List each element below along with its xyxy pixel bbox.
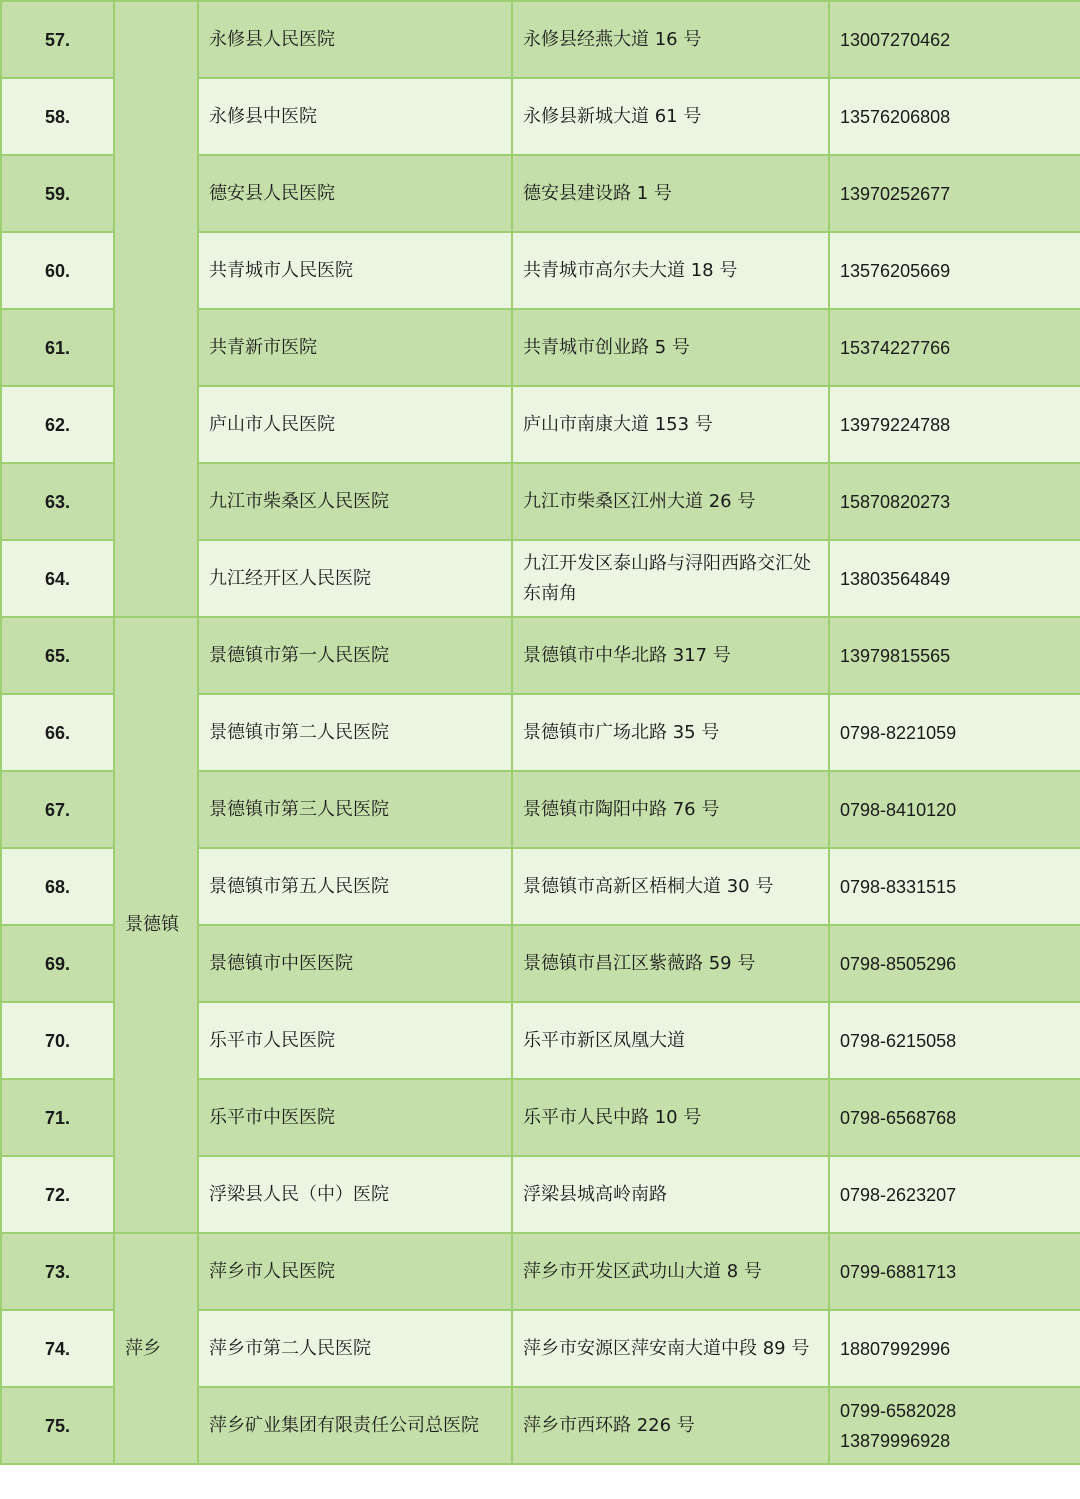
hospital-name: 庐山市人民医院 — [198, 386, 512, 463]
row-number: 60. — [1, 232, 114, 309]
hospital-name: 萍乡市人民医院 — [198, 1233, 512, 1310]
hospital-name: 共青新市医院 — [198, 309, 512, 386]
hospital-phone: 13970252677 — [829, 155, 1080, 232]
row-number: 58. — [1, 78, 114, 155]
table-row — [1, 617, 1080, 694]
row-number: 74. — [1, 1310, 114, 1387]
row-number: 61. — [1, 309, 114, 386]
row-number: 59. — [1, 155, 114, 232]
hospital-address: 浮梁县城高岭南路 — [512, 1156, 829, 1233]
hospital-phone: 0798-8221059 — [829, 694, 1080, 771]
table-row — [1, 1, 1080, 78]
hospital-address: 景德镇市陶阳中路 76 号 — [512, 771, 829, 848]
hospital-address: 萍乡市开发区武功山大道 8 号 — [512, 1233, 829, 1310]
hospital-name: 景德镇市第二人民医院 — [198, 694, 512, 771]
row-number: 69. — [1, 925, 114, 1002]
hospital-name: 乐平市中医医院 — [198, 1079, 512, 1156]
hospital-phone: 13979815565 — [829, 617, 1080, 694]
hospital-name: 萍乡矿业集团有限责任公司总医院 — [198, 1387, 512, 1464]
hospital-address: 永修县新城大道 61 号 — [512, 78, 829, 155]
hospital-phone: 15870820273 — [829, 463, 1080, 540]
row-number: 62. — [1, 386, 114, 463]
hospital-phone: 13576205669 — [829, 232, 1080, 309]
hospital-phone: 0798-8410120 — [829, 771, 1080, 848]
row-number: 65. — [1, 617, 114, 694]
hospital-phone: 0798-2623207 — [829, 1156, 1080, 1233]
hospital-name: 共青城市人民医院 — [198, 232, 512, 309]
hospital-address: 德安县建设路 1 号 — [512, 155, 829, 232]
hospital-phone: 0799-6881713 — [829, 1233, 1080, 1310]
hospital-phone: 0799-6582028 13879996928 — [829, 1387, 1080, 1464]
hospital-name: 景德镇市第五人民医院 — [198, 848, 512, 925]
hospital-address: 萍乡市西环路 226 号 — [512, 1387, 829, 1464]
hospital-name: 永修县中医院 — [198, 78, 512, 155]
hospital-name: 九江市柴桑区人民医院 — [198, 463, 512, 540]
hospital-name: 浮梁县人民（中）医院 — [198, 1156, 512, 1233]
hospital-phone: 0798-8505296 — [829, 925, 1080, 1002]
row-number: 75. — [1, 1387, 114, 1464]
row-number: 67. — [1, 771, 114, 848]
hospital-address: 共青城市创业路 5 号 — [512, 309, 829, 386]
hospital-address: 景德镇市中华北路 317 号 — [512, 617, 829, 694]
hospital-phone: 0798-8331515 — [829, 848, 1080, 925]
hospital-address: 景德镇市昌江区紫薇路 59 号 — [512, 925, 829, 1002]
row-number: 70. — [1, 1002, 114, 1079]
row-number: 66. — [1, 694, 114, 771]
hospital-address: 庐山市南康大道 153 号 — [512, 386, 829, 463]
region-cell-jingdezhen: 景德镇 — [114, 617, 198, 1233]
hospital-name: 永修县人民医院 — [198, 1, 512, 78]
hospital-name: 景德镇市第三人民医院 — [198, 771, 512, 848]
hospital-address: 九江开发区泰山路与浔阳西路交汇处东南角 — [512, 540, 829, 617]
hospital-phone: 13803564849 — [829, 540, 1080, 617]
hospital-phone: 13007270462 — [829, 1, 1080, 78]
row-number: 71. — [1, 1079, 114, 1156]
hospital-name: 景德镇市第一人民医院 — [198, 617, 512, 694]
row-number: 64. — [1, 540, 114, 617]
hospital-address: 九江市柴桑区江州大道 26 号 — [512, 463, 829, 540]
region-cell-pingxiang: 萍乡 — [114, 1233, 198, 1464]
hospital-name: 萍乡市第二人民医院 — [198, 1310, 512, 1387]
hospital-address: 萍乡市安源区萍安南大道中段 89 号 — [512, 1310, 829, 1387]
row-number: 72. — [1, 1156, 114, 1233]
hospital-phone: 13979224788 — [829, 386, 1080, 463]
hospital-phone: 15374227766 — [829, 309, 1080, 386]
hospital-name: 九江经开区人民医院 — [198, 540, 512, 617]
hospital-name: 德安县人民医院 — [198, 155, 512, 232]
region-cell-jiujiang — [114, 1, 198, 617]
hospital-name: 乐平市人民医院 — [198, 1002, 512, 1079]
hospital-address: 永修县经燕大道 16 号 — [512, 1, 829, 78]
hospital-phone: 0798-6215058 — [829, 1002, 1080, 1079]
row-number: 57. — [1, 1, 114, 78]
hospital-address: 乐平市新区凤凰大道 — [512, 1002, 829, 1079]
hospital-address: 共青城市高尔夫大道 18 号 — [512, 232, 829, 309]
hospital-address: 景德镇市广场北路 35 号 — [512, 694, 829, 771]
table-row — [1, 1233, 1080, 1310]
row-number: 73. — [1, 1233, 114, 1310]
hospital-address: 景德镇市高新区梧桐大道 30 号 — [512, 848, 829, 925]
hospital-address: 乐平市人民中路 10 号 — [512, 1079, 829, 1156]
hospital-name: 景德镇市中医医院 — [198, 925, 512, 1002]
hospital-phone: 0798-6568768 — [829, 1079, 1080, 1156]
hospital-phone: 18807992996 — [829, 1310, 1080, 1387]
hospital-phone: 13576206808 — [829, 78, 1080, 155]
row-number: 68. — [1, 848, 114, 925]
row-number: 63. — [1, 463, 114, 540]
